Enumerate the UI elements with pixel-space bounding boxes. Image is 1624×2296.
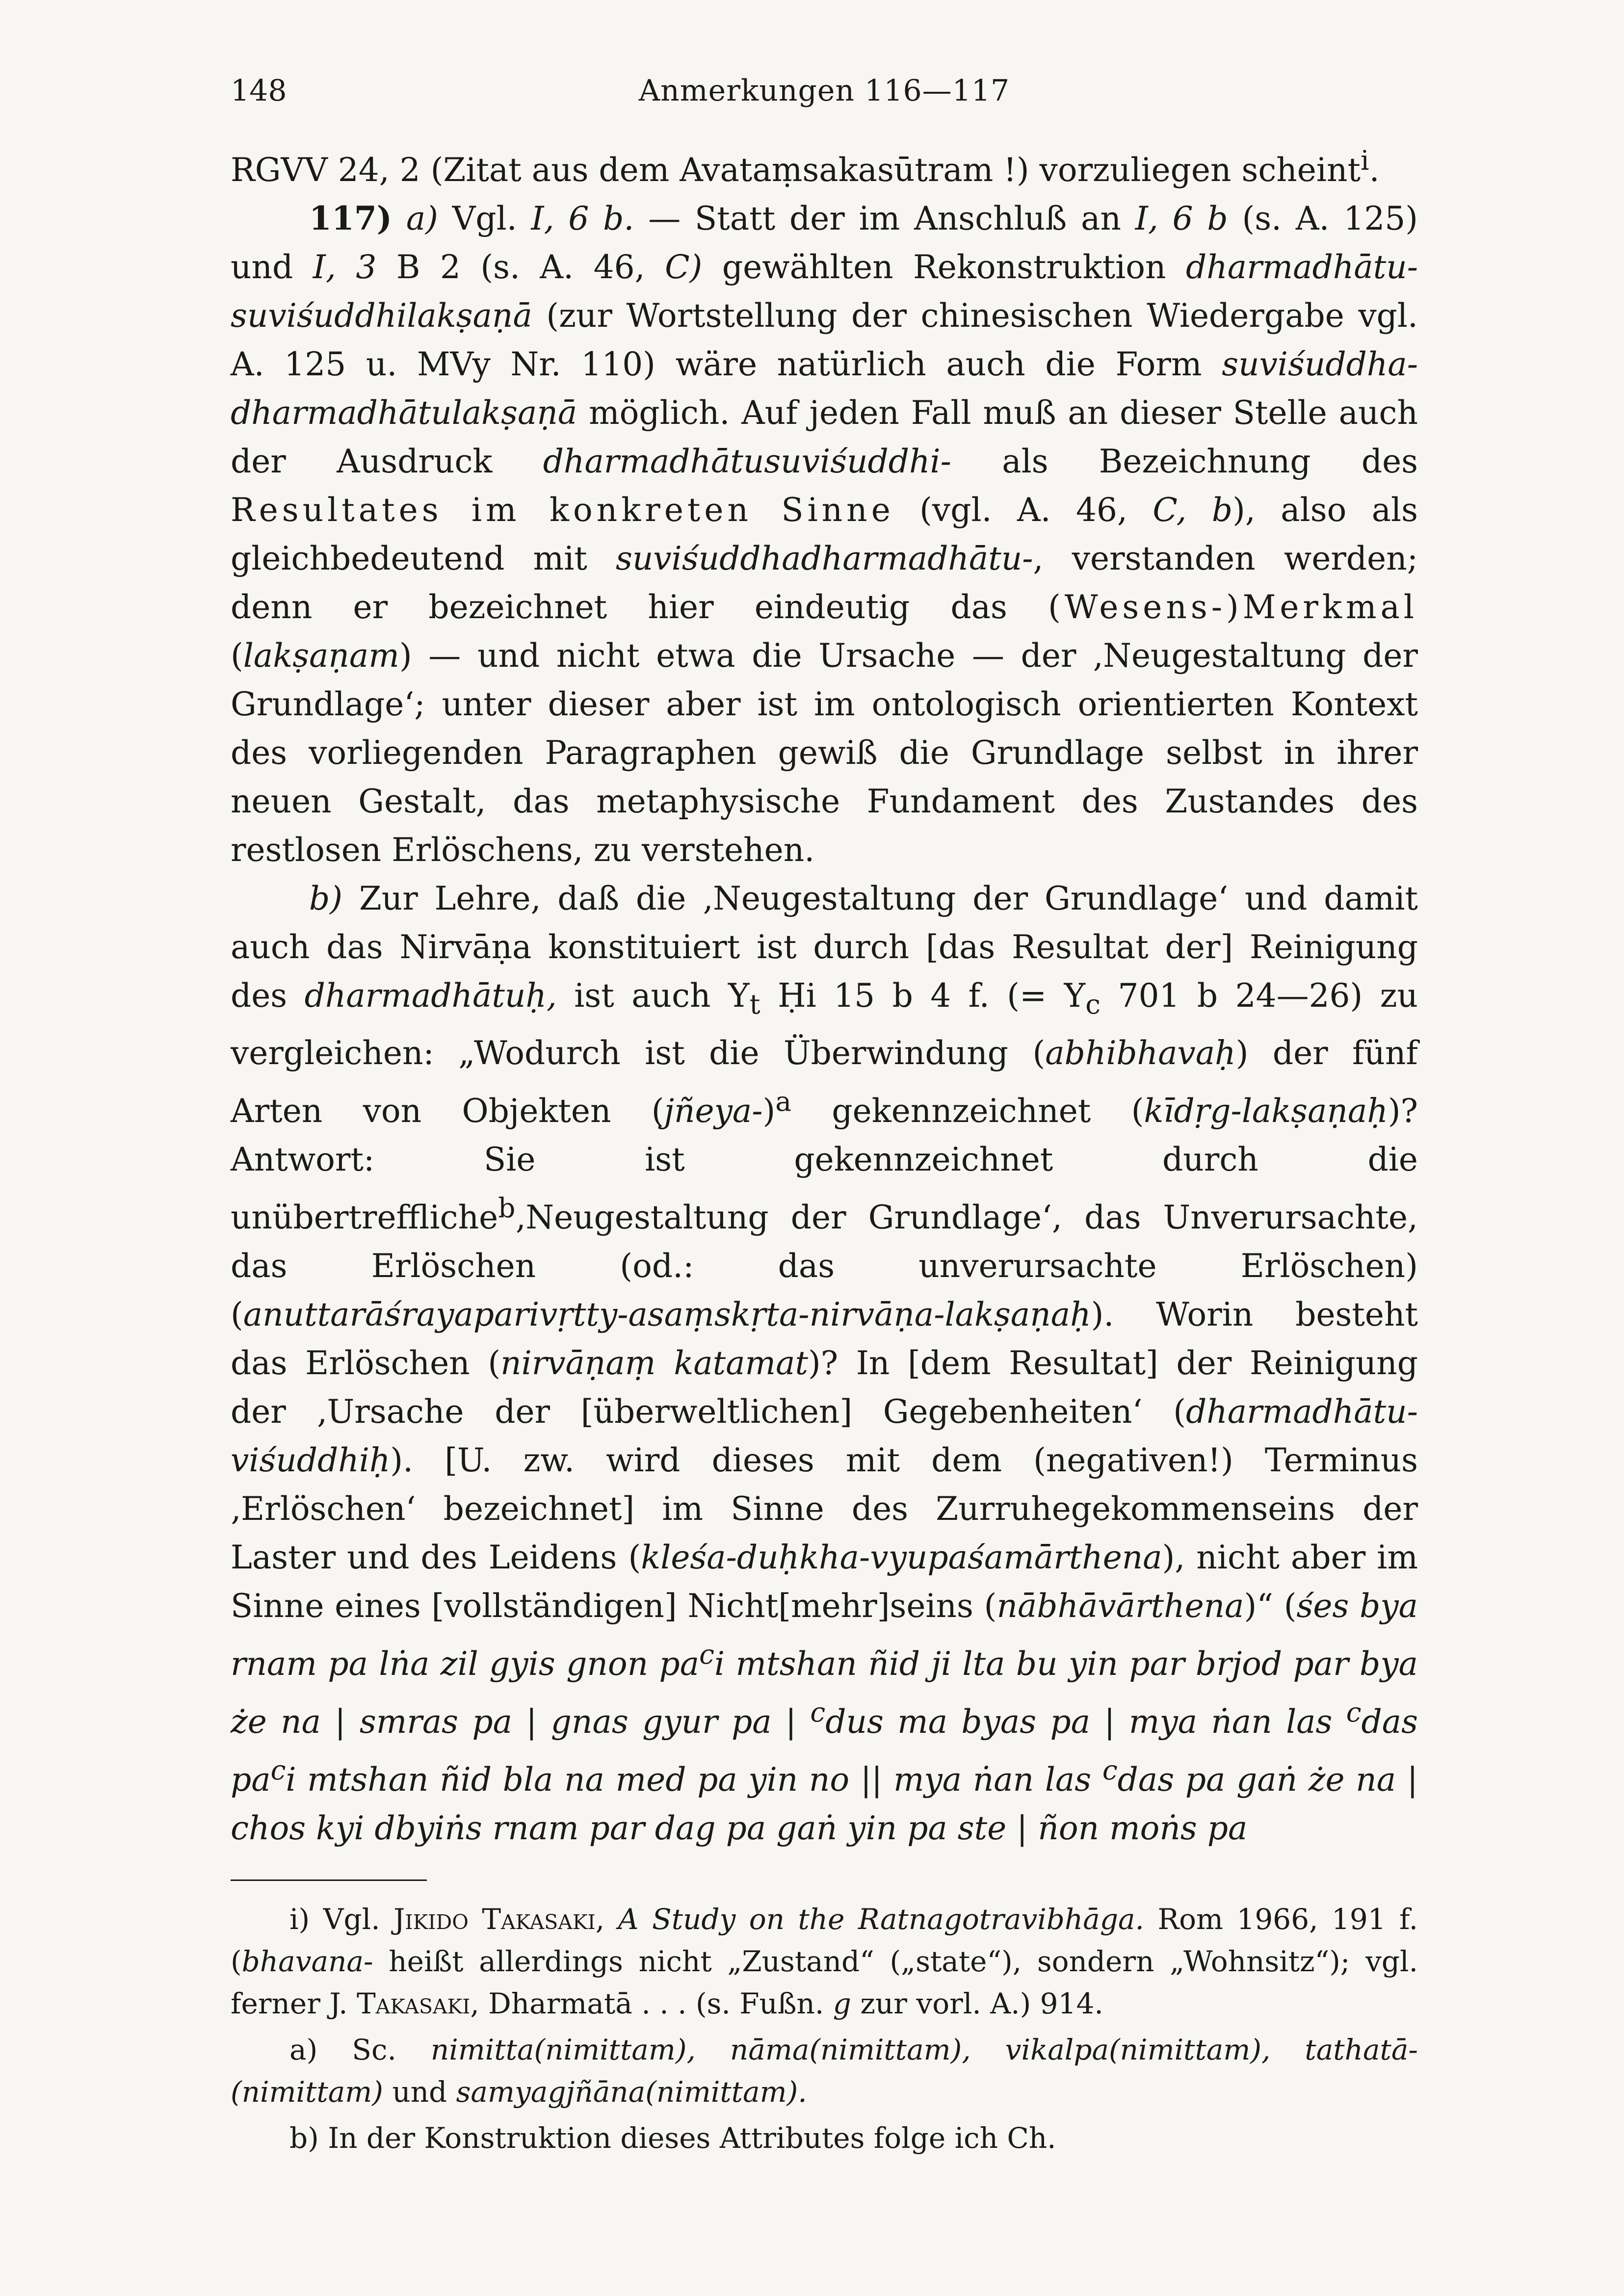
- footnote-separator: [231, 1879, 427, 1881]
- note-117-a: 117) a) Vgl. I, 6 b. — Statt der im Anschluß an I, 6 b (s. A. 125) und I, 3 B 2 (s. A. 46, C) gewählten Rekonstruktion dharmadhātu-suviśuddhilakṣaṇā (zur Wortstellung der chinesischen Wiedergabe vgl. A. 125 u. MVy Nr. 110) wäre natürlich auch die Form suviśuddha-dharmadhātulakṣaṇā möglich. Auf jeden Fall muß an dieser Stelle auch der Ausdruck dharmadhātusuviśuddhi- als Bezeichnung des Resultates im konkreten Sinne (vgl. A. 46, C, b), also als gleichbedeutend mit suviśuddhadharmadhātu-, verstanden werden; denn er bezeichnet hier eindeutig das (Wesens-)Merkmal (lakṣaṇam) — und nicht etwa die Ursache — der ‚Neugestaltung der Grundlage‘; unter dieser aber ist im ontologisch orientierten Kontext des vorliegenden Paragraphen gewiß die Grundlage selbst in ihrer neuen Gestalt, das metaphysische Fundament des Zustandes des restlosen Erlöschens, zu verstehen.: [231, 199, 1418, 869]
- tibetan-quote: śes bya rnam pa lṅa zil gyis gnon $pa^ci$ mtshan ñid ji lta bu yin par brjod par bya że na | smras pa | gnas gyur pa | $^c$dus ma byas pa | mya ṅan las $^c$das $pa^ci$ mtshan ñid bla na med pa yin no || mya ṅan las $^c$das pa gaṅ że na | chos kyi dbyiṅs rnam par dag pa gaṅ yin pa ste | ñon moṅs pa: [231, 1587, 1418, 1848]
- spaced-emphasis: (Wesens-)Merkmal: [1048, 588, 1418, 626]
- note-117-b: b) Zur Lehre, daß die ‚Neugestaltung der Grundlage‘ und damit auch das Nirvāṇa konstituiert ist durch [das Resultat der] Reinigung des dharmadhātuḥ, ist auch $Y_t$ Ḥi 15 b 4 f. (= $Y_c$ 701 b 24—26) zu vergleichen: „Wodurch ist die Überwindung (abhibhavaḥ) der fünf Arten von Objekten (jñeya-)$^a$ gekennzeichnet (kīdṛg-lakṣaṇaḥ)? Antwort: Sie ist gekennzeichnet durch die unübertreffliche$^b$‚Neugestaltung der Grundlage‘, das Unverursachte, das Erlöschen (od.: das unverursachte Erlöschen) (anuttarāśrayaparivṛtty-asaṃskṛta-nirvāṇa-lakṣaṇaḥ). Worin besteht das Erlöschen (nirvāṇaṃ katamat)? In [dem Resultat] der Reinigung der ‚Ursache der [überweltlichen] Gegebenheiten‘ (dharmadhātu-viśuddhiḥ). [U. zw. wird dieses mit dem (negativen!) Terminus ‚Erlöschen‘ bezeichnet] im Sinne des Zurruhegekommenseins der Laster und des Leidens (kleśa-duḥkha-vyupaśamārthena), nicht aber im Sinne eines [vollständigen] Nicht[mehr]seins (nābhāvārthena)“ (śes bya rnam pa lṅa zil gyis gnon $pa^ci$ mtshan ñid ji lta bu yin par brjod par bya że na | smras pa | gnas gyur pa | $^c$dus ma byas pa | mya ṅan las $^c$das $pa^ci$ mtshan ñid bla na med pa yin no || mya ṅan las $^c$das pa gaṅ że na | chos kyi dbyiṅs rnam par dag pa gaṅ yin pa ste | ñon moṅs pa: [231, 880, 1418, 1848]
- main-text: [231, 136, 1418, 1852]
- footnote-label: i): [289, 1903, 310, 1936]
- footnote-ref-i: i: [1361, 145, 1369, 176]
- footnote-a: a) Sc. nimitta(nimittam), nāma(nimittam), vikalpa(nimittam), tathatā-(nimittam) und samyagjñāna(nimittam).: [231, 2033, 1418, 2109]
- page-number: 148: [231, 74, 287, 108]
- subnote-label: a): [406, 200, 438, 237]
- spaced-emphasis: Resultates im konkreten Sinne: [231, 491, 894, 529]
- footnote-ref-a: a: [775, 1086, 792, 1118]
- paragraph-continuation: RGVV 24, 2 (Zitat aus dem Avataṃsakasūtram !) vorzuliegen scheint$^i$.: [231, 145, 1380, 189]
- page-header: [231, 69, 1418, 113]
- footnotes: [231, 1898, 1418, 2159]
- footnote-ref-b: b: [498, 1192, 516, 1224]
- note-number: 117): [309, 199, 392, 237]
- running-title: Anmerkungen 116—117: [638, 74, 1010, 108]
- footnote-label: a): [289, 2033, 318, 2067]
- page: [231, 69, 1418, 2163]
- footnote-b: b) In der Konstruktion dieses Attributes folge ich Ch.: [289, 2121, 1056, 2155]
- footnote-i: i) Vgl. Jikido Takasaki, A Study on the Ratnagotravibhāga. Rom 1966, 191 f. (bhavana- heißt allerdings nicht „Zustand“ („state“), sondern „Wohnsitz“); vgl. ferner J. Takasaki, Dharmatā . . . (s. Fußn. g zur vorl. A.) 914.: [231, 1903, 1418, 2021]
- subnote-label: b): [309, 880, 342, 917]
- footnote-label: b): [289, 2121, 319, 2155]
